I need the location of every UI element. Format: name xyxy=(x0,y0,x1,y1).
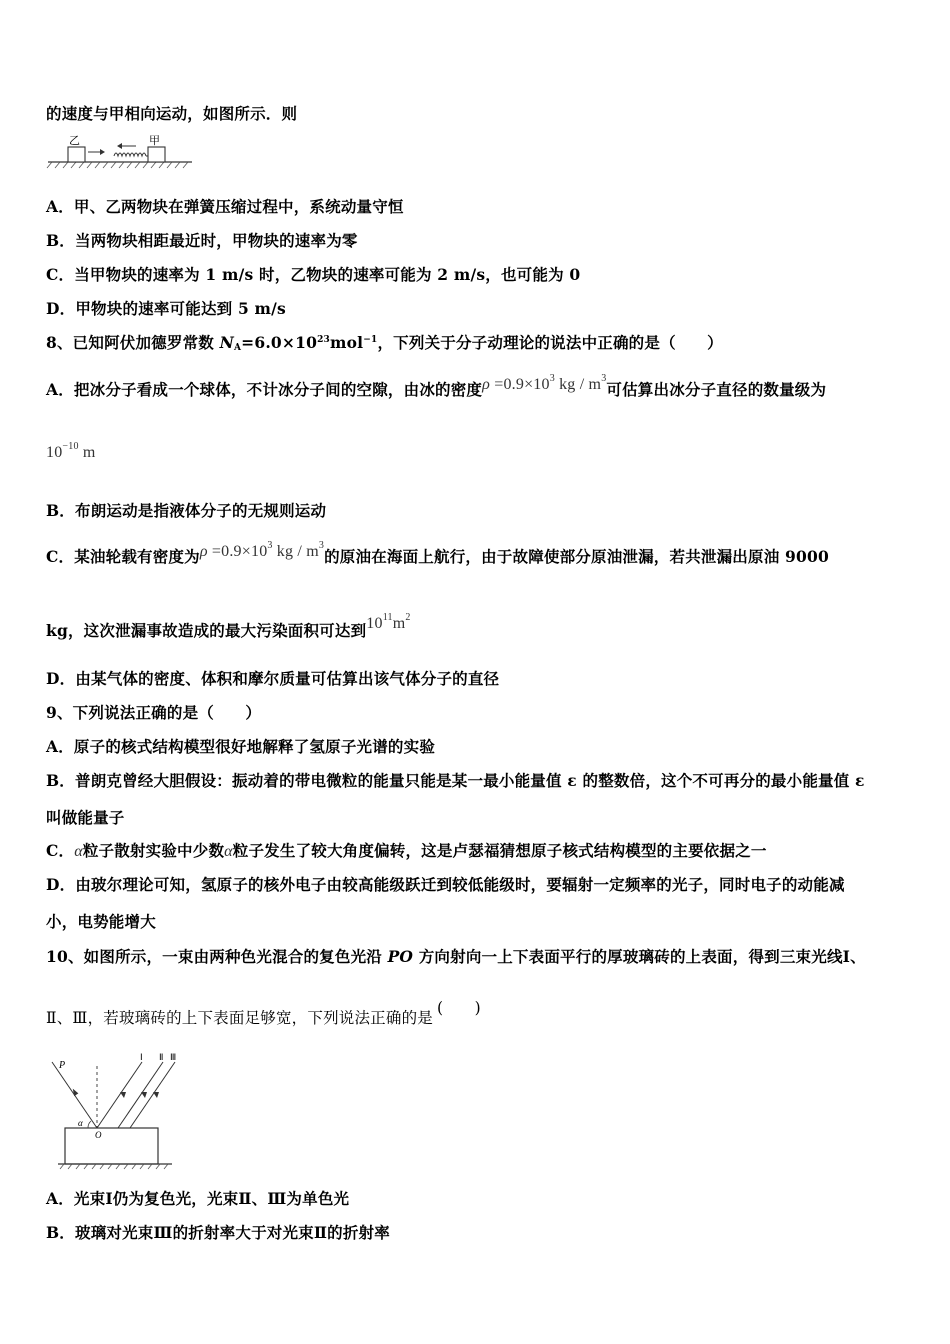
q9-option-b-line2: 叫做能量子 xyxy=(46,808,125,827)
q7-option-d: D．甲物块的速率可能达到 5 m/s xyxy=(46,299,286,318)
refraction-diagram xyxy=(44,1050,194,1172)
block-yi xyxy=(68,147,85,162)
spring-block-diagram xyxy=(44,132,196,170)
q10-stem-line2: Ⅱ、Ⅲ，若玻璃砖的上下表面足够宽，下列说法正确的是( ) xyxy=(46,999,481,1027)
q9-option-d-line2: 小，电势能增大 xyxy=(46,912,156,931)
ray-i xyxy=(97,1062,142,1128)
q8-option-a: A．把冰分子看成一个球体，不计冰分子间的空隙，由冰的密度$\rho =0.9\times 10^3$ kg / $m^3$可估算出冰分子直径的数量级为 xyxy=(46,373,827,399)
q7-stem-tail: 的速度与甲相向运动，如图所示．则 xyxy=(46,104,298,123)
density-formula: $\rho =0.9\times 10^3$ kg / $m^3$ xyxy=(482,373,607,393)
q10-option-b: B．玻璃对光束Ⅲ的折射率大于对光束Ⅱ的折射率 xyxy=(46,1223,390,1242)
label-ray-iii: Ⅲ xyxy=(170,1052,177,1062)
q9-option-d: D．由玻尔理论可知，氢原子的核外电子由较高能级跃迁到较低能级时，要辐射一定频率的光子，同时电子的动能减 xyxy=(46,875,845,894)
q8-option-c: C．某油轮载有密度为$\rho =0.9\times 10^3$ kg / $m^3$的原油在海面上航行，由于故障使部分原油泄漏，若共泄漏出原油 9000 xyxy=(46,540,829,566)
label-alpha: α xyxy=(78,1118,83,1128)
block-jia xyxy=(148,147,165,162)
q7-option-a: A．甲、乙两物块在弹簧压缩过程中，系统动量守恒 xyxy=(46,197,404,216)
q8-option-b: B．布朗运动是指液体分子的无规则运动 xyxy=(46,501,327,520)
label-o: O xyxy=(95,1130,102,1140)
q10-option-a: A．光束Ⅰ仍为复色光，光束Ⅱ、Ⅲ为单色光 xyxy=(46,1189,350,1208)
q8-option-c-line2: kg，这次泄漏事故造成的最大污染面积可达到$10^{11}m^2$ xyxy=(46,612,411,640)
q7-option-c: C．当甲物块的速率为 1 m/s 时，乙物块的速率可能为 2 m/s，也可能为 0 xyxy=(46,265,581,284)
q9-option-a: A．原子的核式结构模型很好地解释了氢原子光谱的实验 xyxy=(46,737,436,756)
q7-option-b: B．当两物块相距最近时，甲物块的速率为零 xyxy=(46,231,358,250)
glass-brick xyxy=(65,1128,158,1164)
q8-option-a-value: $10^{-10}$ m xyxy=(46,441,96,461)
label-ray-ii: Ⅱ xyxy=(159,1052,164,1062)
q8-stem: 8、已知阿伏加德罗常数 $N_A=6.0\times 10^{23}mol^{-1}$，下列关于分子动理论的说法中正确的是（ ） xyxy=(46,333,723,353)
label-ray-i: Ⅰ xyxy=(140,1052,143,1062)
label-jia: 甲 xyxy=(149,135,160,147)
q9-option-b: B．普朗克曾经大胆假设：振动着的带电微粒的能量只能是某一最小能量值 ε 的整数倍，这个不可再分的最小能量值 ε xyxy=(46,771,865,790)
angle-arc xyxy=(88,1121,91,1128)
ray-iii xyxy=(130,1062,175,1128)
q8-option-d: D．由某气体的密度、体积和摩尔质量可估算出该气体分子的直径 xyxy=(46,669,500,688)
q9-stem: 9、下列说法正确的是（ ） xyxy=(46,703,262,722)
density-formula-c: $\rho =0.9\times 10^3$ kg / $m^3$ xyxy=(199,540,325,560)
q10-stem: 10、如图所示，一束由两种色光混合的复色光沿 PO 方向射向一上下表面平行的厚玻璃砖的上表面，得到三束光线Ⅰ、 xyxy=(46,947,866,966)
label-yi: 乙 xyxy=(69,135,80,147)
spring xyxy=(114,153,146,156)
label-p: P xyxy=(59,1060,66,1071)
q9-option-c: C．α粒子散射实验中少数α粒子发生了较大角度偏转，这是卢瑟福猜想原子核式结构模型的主要依据之一 xyxy=(46,841,767,860)
